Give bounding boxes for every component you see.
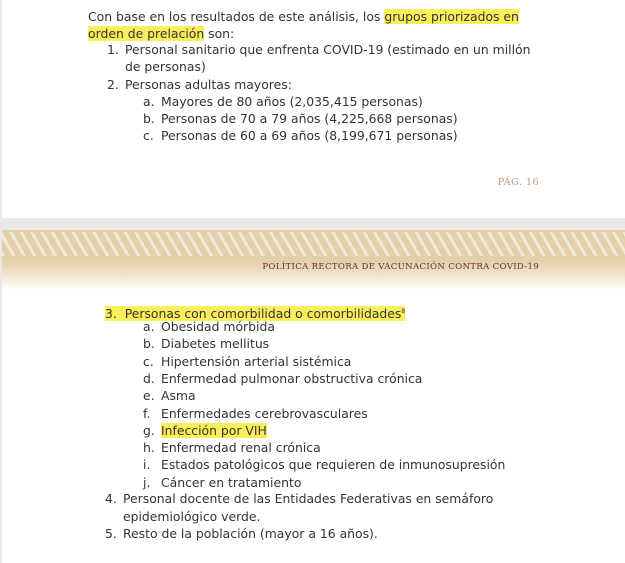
document-title: POLÍTICA RECTORA DE VACUNACIÓN CONTRA COVID-19 bbox=[262, 262, 539, 272]
sublist-letter: b. bbox=[143, 336, 155, 352]
sublist-letter: c. bbox=[143, 128, 154, 143]
header-banner bbox=[2, 230, 625, 290]
footnote-ref[interactable]: 8 bbox=[401, 308, 406, 315]
page-16 bbox=[2, 0, 625, 218]
list-number: 2. bbox=[107, 77, 119, 92]
sublist-item: Cáncer en tratamiento bbox=[161, 474, 302, 490]
list-item: Personal docente de las Entidades Federativas en semáforo bbox=[123, 491, 494, 506]
sublist-row bbox=[161, 387, 196, 404]
list-item: epidemiológico verde. bbox=[123, 509, 261, 524]
sublist-letter: d. bbox=[143, 370, 155, 386]
list-number: 1. bbox=[107, 42, 119, 57]
sublist-row bbox=[161, 474, 301, 491]
list-number: 3. bbox=[105, 306, 117, 322]
intro-line-2 bbox=[88, 25, 234, 42]
sublist-item: Infección por VIH bbox=[161, 422, 267, 438]
sublist-item: Hipertensión arterial sistémica bbox=[161, 353, 352, 369]
sublist-row bbox=[161, 439, 321, 456]
sublist-item: Asma bbox=[161, 388, 196, 404]
sublist-letter: f. bbox=[143, 405, 151, 421]
sublist-item: Personas de 60 a 69 años (8,199,671 personas) bbox=[161, 128, 458, 143]
sublist-letter: a. bbox=[143, 319, 155, 334]
sublist-row bbox=[161, 422, 267, 439]
sublist-row bbox=[161, 353, 351, 370]
page-17 bbox=[2, 230, 625, 563]
sublist-letter: g. bbox=[143, 422, 155, 438]
sublist-item: Mayores de 80 años (2,035,415 personas) bbox=[161, 94, 423, 109]
sublist-row bbox=[161, 405, 368, 422]
decorative-pattern bbox=[2, 232, 625, 256]
sublist-letter: c. bbox=[143, 353, 154, 369]
intro-line-1 bbox=[88, 8, 519, 25]
intro-text: son: bbox=[204, 26, 235, 41]
sublist-item: Enfermedad renal crónica bbox=[161, 440, 321, 456]
sublist-item: Obesidad mórbida bbox=[161, 319, 275, 334]
sublist-row bbox=[161, 456, 505, 473]
sublist-row bbox=[161, 318, 275, 335]
page-number: PÁG. 16 bbox=[497, 177, 539, 188]
list-number: 4. bbox=[105, 491, 117, 506]
sublist-item: Enfermedades cerebrovasculares bbox=[161, 405, 368, 421]
sublist-letter: i. bbox=[143, 457, 151, 473]
list-item: de personas) bbox=[125, 59, 206, 74]
sublist-letter: j. bbox=[143, 474, 151, 490]
highlight-text: orden de prelación bbox=[88, 26, 205, 41]
sublist-item: Personas de 70 a 79 años (4,225,668 personas) bbox=[161, 111, 458, 126]
list-number: 5. bbox=[105, 526, 117, 541]
list-item: Resto de la población (mayor a 16 años). bbox=[123, 526, 378, 541]
list-item: Personal sanitario que enfrenta COVID-19 (estimado en un millón bbox=[125, 42, 531, 57]
highlight-text: grupos priorizados en bbox=[384, 9, 519, 24]
sublist-letter: h. bbox=[143, 440, 155, 456]
sublist-item: Diabetes mellitus bbox=[161, 336, 270, 352]
intro-text: Con base en los resultados de este análisis, los bbox=[88, 9, 385, 24]
sublist-item: Estados patológicos que requieren de inmunosupresión bbox=[161, 457, 506, 473]
sublist-row bbox=[161, 370, 422, 387]
list-item: Personas adultas mayores: bbox=[125, 77, 292, 92]
sublist-letter: b. bbox=[143, 111, 155, 126]
list-item: Personas con comorbilidad o comorbilidades bbox=[124, 306, 402, 322]
sublist-letter: e. bbox=[143, 388, 155, 404]
sublist-row bbox=[161, 335, 269, 352]
sublist-item: Enfermedad pulmonar obstructiva crónica bbox=[161, 370, 423, 386]
sublist-letter: a. bbox=[143, 94, 155, 109]
